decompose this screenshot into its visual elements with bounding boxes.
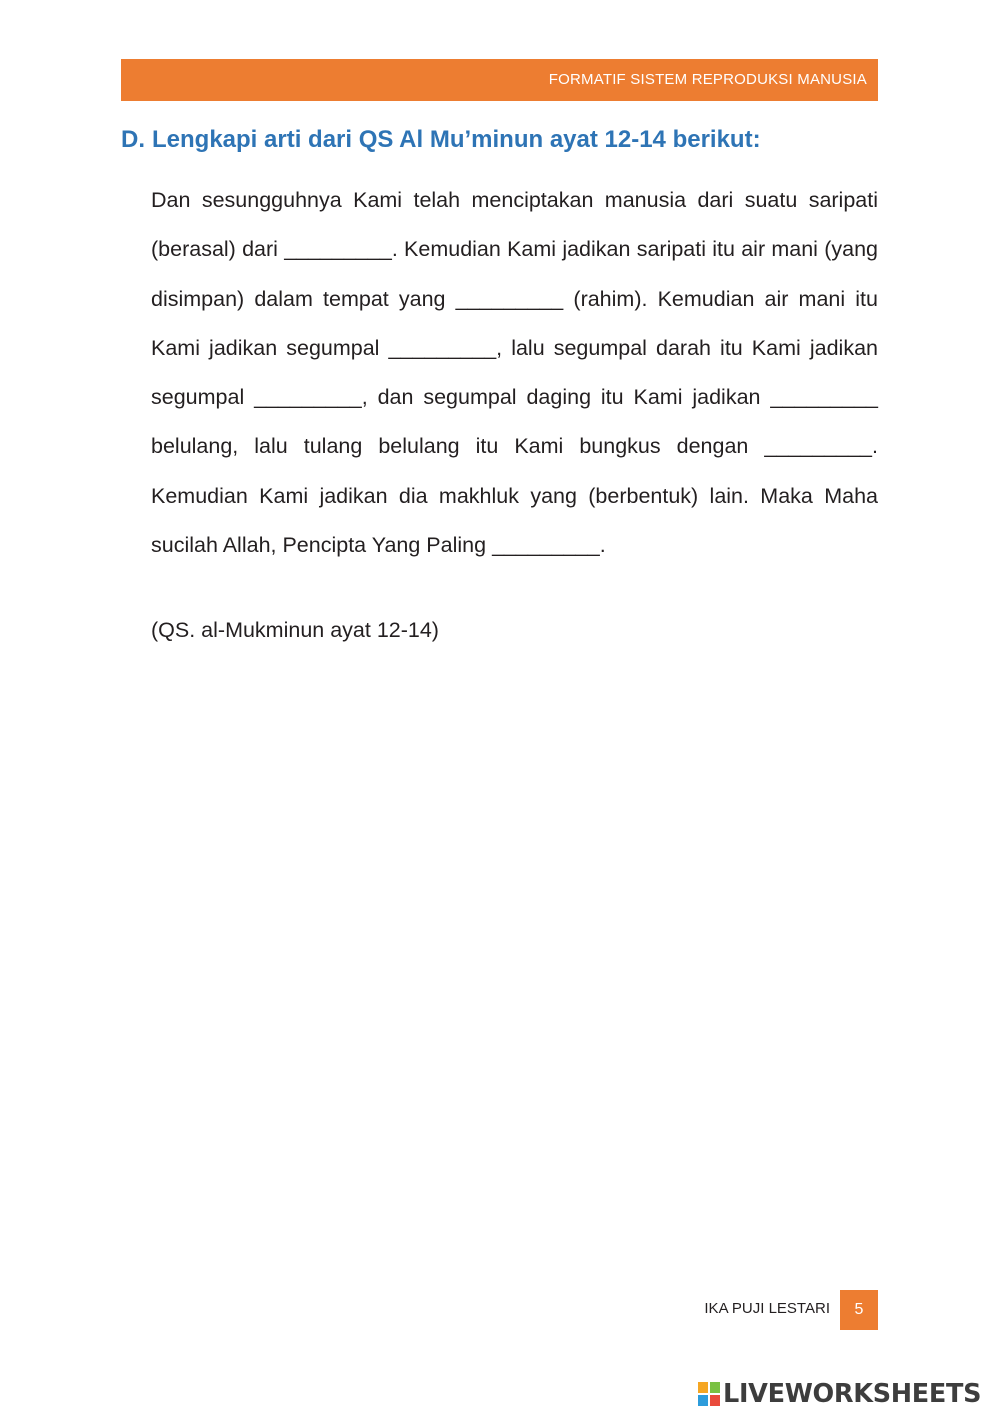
header-title: FORMATIF SISTEM REPRODUKSI MANUSIA [548, 71, 867, 88]
passage-text: (rahim). Kemudian air mani itu Kami jadikan segumpal [151, 286, 878, 360]
page-number: 5 [840, 1290, 878, 1330]
section-heading [121, 126, 881, 154]
blank-7[interactable]: _________ [492, 533, 600, 558]
blank-2[interactable]: _________ [455, 286, 564, 311]
passage-text: . Kemudian Kami jadikan dia makhluk yang (berbentuk) lain. Maka Maha sucilah Allah, Pencipta Yang Paling [151, 434, 878, 558]
liveworksheets-watermark [698, 1378, 981, 1410]
blank-4[interactable]: _________ [254, 385, 362, 410]
blank-1[interactable]: _________ [284, 237, 392, 262]
passage [151, 176, 878, 570]
blank-3[interactable]: _________ [388, 335, 497, 360]
liveworksheets-brand: LIVEWORKSHEETS [723, 1379, 982, 1409]
blank-6[interactable]: _________ [764, 434, 873, 459]
passage-text: belulang, lalu tulang belulang itu Kami bungkus dengan [151, 434, 749, 459]
liveworksheets-logo-icon [698, 1382, 720, 1406]
header-bar [121, 59, 878, 101]
passage-text: , lalu segumpal darah itu Kami jadikan segumpal [151, 335, 878, 410]
passage-text: Dan sesungguhnya Kami telah menciptakan manusia dari suatu saripati (berasal) dari [151, 188, 878, 262]
section-title: Lengkapi arti dari QS Al Mu’minun ayat 12-14 berikut: [152, 126, 761, 153]
footer-author: IKA PUJI LESTARI [704, 1300, 830, 1317]
citation: (QS. al-Mukminun ayat 12-14) [151, 618, 439, 642]
blank-5[interactable]: _________ [770, 385, 878, 410]
passage-text: , dan segumpal daging itu Kami jadikan [361, 385, 761, 410]
passage-text: . Kemudian Kami jadikan saripati itu air mani (yang disimpan) dalam tempat yang [151, 237, 878, 311]
passage-paragraph [151, 176, 878, 570]
passage-text: . [599, 533, 606, 558]
section-letter: D. [121, 126, 145, 153]
